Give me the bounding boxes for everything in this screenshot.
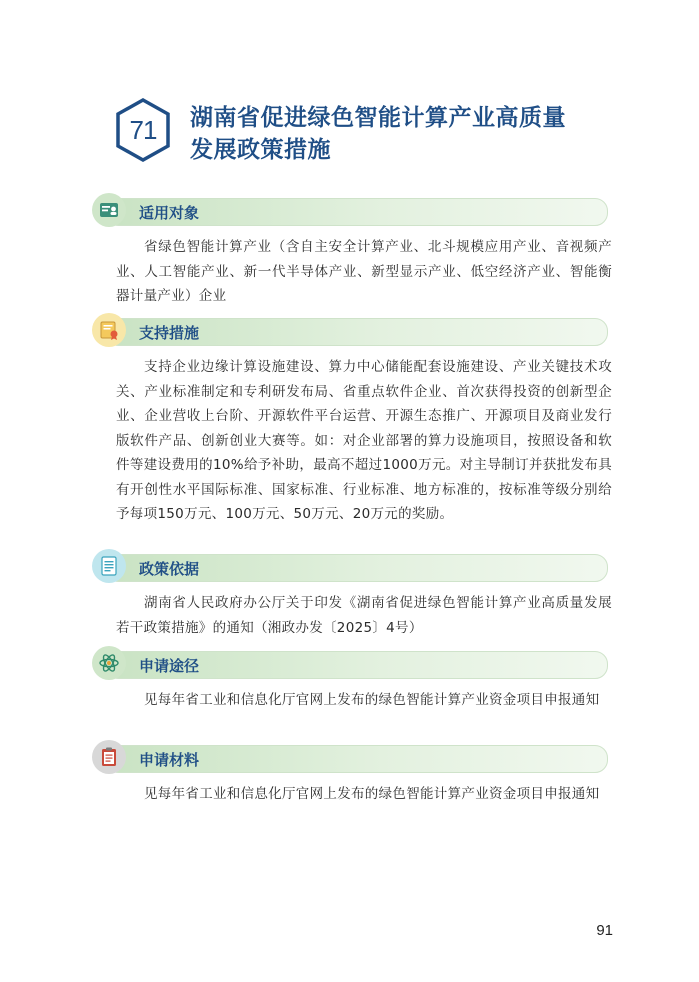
atom-icon <box>92 646 126 680</box>
certificate-icon <box>92 313 126 347</box>
section-heading: 适用对象 <box>139 204 200 222</box>
title-line-1: 湖南省促进绿色智能计算产业高质量 <box>190 105 566 131</box>
section-heading-bar <box>106 651 608 679</box>
policy-number: 71 <box>129 114 157 145</box>
policy-title <box>190 102 610 166</box>
section-heading: 申请途径 <box>139 657 200 675</box>
id-card-icon <box>92 193 126 227</box>
policy-header <box>116 98 596 168</box>
section-text: 湖南省人民政府办公厅关于印发《湖南省促进绿色智能计算产业高质量发展若干政策措施》的通知（湘政办发〔2025〕4号） <box>116 595 612 636</box>
section-heading: 支持措施 <box>139 324 200 342</box>
document-icon <box>92 549 126 583</box>
section-application-materials <box>92 745 608 773</box>
section-heading-bar <box>106 745 608 773</box>
section-text: 见每年省工业和信息化厅官网上发布的绿色智能计算产业资金项目申报通知 <box>144 786 600 802</box>
section-heading-bar <box>106 554 608 582</box>
clipboard-icon <box>92 740 126 774</box>
section-support-measures <box>92 318 608 346</box>
section-heading: 申请材料 <box>139 751 200 769</box>
section-heading-bar <box>106 318 608 346</box>
section-applicable-objects <box>92 198 608 226</box>
title-line-2: 发展政策措施 <box>190 137 331 163</box>
section-text: 见每年省工业和信息化厅官网上发布的绿色智能计算产业资金项目申报通知 <box>144 692 600 708</box>
hexagon-number-badge <box>116 98 170 162</box>
section-heading-bar <box>106 198 608 226</box>
section-heading: 政策依据 <box>139 560 200 578</box>
section-text: 省绿色智能计算产业（含自主安全计算产业、北斗规模应用产业、音视频产业、人工智能产业、新一代半导体产业、新型显示产业、低空经济产业、智能衡器计量产业）企业 <box>116 239 612 304</box>
section-text: 支持企业边缘计算设施建设、算力中心储能配套设施建设、产业关键技术攻关、产业标准制定和专利研发布局、省重点软件企业、首次获得投资的创新型企业、企业营收上台阶、开源软件平台运营、开源生态推广、开源项目及商业发行版软件产品、创新创业大赛等。如：对企业部署的算力设施项目，按照设备和软件等建设费用的10%给予补助，最高不超过1000万元。对主导制订并获批发布具有开创性水平国际标准、国家标准、行业标准、地方标准的，按标准等级分别给予每项150万元、100万元、50万元、20万元的奖励。 <box>116 359 612 522</box>
page-number: 91 <box>596 922 613 939</box>
section-policy-basis <box>92 554 608 582</box>
section-application-channel <box>92 651 608 679</box>
